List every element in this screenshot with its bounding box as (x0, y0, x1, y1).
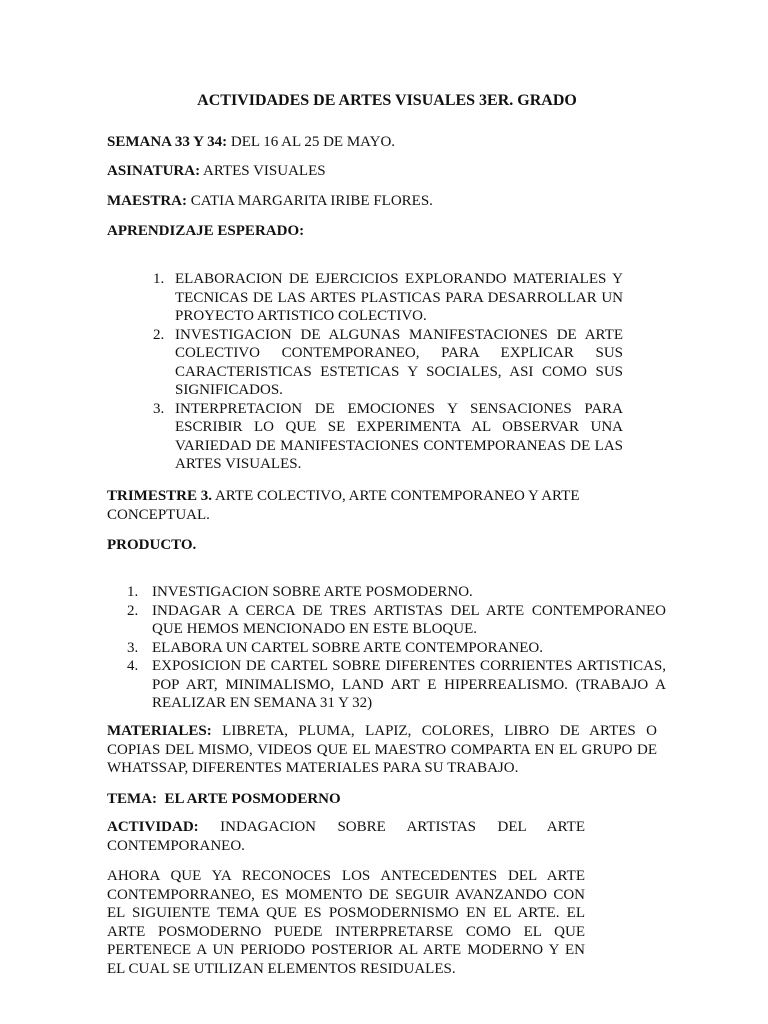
asignatura-line (107, 162, 622, 181)
list-item: 4. EXPOSICION DE CARTEL SOBRE DIFERENTES CORRIENTES ARTISTICAS, POP ART, MINIMALISMO, LAND ART E HIPERREALISMO. (TRABAJO A REALIZAR EN SEMANA 31 Y 32) (127, 658, 666, 711)
aprendizaje-heading: APRENDIZAJE ESPERADO: (107, 223, 305, 239)
list-item: 2. INDAGAR A CERCA DE TRES ARTISTAS DEL ARTE CONTEMPORANEO QUE HEMOS MENCIONADO EN ESTE BLOQUE. (127, 602, 666, 637)
asignatura-label: ASINATURA: (107, 163, 201, 179)
tema-line (107, 790, 622, 809)
semana-value: DEL 16 AL 25 DE MAYO. (230, 134, 396, 150)
list-item: 2. INVESTIGACION DE ALGUNAS MANIFESTACIONES DE ARTE COLECTIVO CONTEMPORANEO, PARA EXPLICAR SUS CARACTERISTICAS ESTETICAS Y SOCIALES, ASI COMO SUS SIGNIFICADOS. (153, 326, 623, 398)
materiales-value: LIBRETA, PLUMA, LAPIZ, COLORES, LIBRO DE ARTES O COPIAS DEL MISMO, VIDEOS QUE EL MAESTRO COMPARTA EN EL GRUPO DE WHATSSAP, DIFERENTES MATERIALES PARA SU TRABAJO. (107, 723, 658, 776)
maestra-value: CATIA MARGARITA IRIBE FLORES. (190, 193, 433, 209)
semana-line (107, 133, 622, 152)
materiales-label: MATERIALES: (107, 723, 212, 739)
trimestre-label: TRIMESTRE 3. (107, 488, 213, 504)
actividad-value: INDAGACION SOBRE ARTISTAS DEL ARTE CONTEMPORANEO. (107, 819, 586, 854)
producto-list (127, 583, 666, 713)
semana-label: SEMANA 33 Y 34: (107, 134, 228, 150)
producto-heading: PRODUCTO. (107, 537, 197, 553)
materiales-paragraph (107, 722, 657, 778)
intro-paragraph: AHORA QUE YA RECONOCES LOS ANTECEDENTES DEL ARTE CONTEMPORRANEO, ES MOMENTO DE SEGUIR AVANZANDO CON EL SIGUIENTE TEMA QUE ES POSMODERNISMO EN EL ARTE. EL ARTE POSMODERNO PUEDE INTERPRETARSE COMO EL QUE PERTENECE A UN PERIODO POSTERIOR AL ARTE MODERNO Y EN EL CUAL SE UTILIZAN ELEMENTOS RESIDUALES. (107, 868, 585, 977)
asignatura-value: ARTES VISUALES (203, 163, 326, 179)
maestra-line (107, 192, 622, 211)
list-item: 1. INVESTIGACION SOBRE ARTE POSMODERNO. (127, 584, 473, 600)
trimestre-value: ARTE COLECTIVO, ARTE CONTEMPORANEO Y ARTE CONCEPTUAL. (107, 488, 580, 523)
actividad-label: ACTIVIDAD: (107, 819, 199, 835)
aprendizaje-list (153, 270, 623, 474)
document-title: ACTIVIDADES DE ARTES VISUALES 3ER. GRADO (197, 92, 577, 109)
tema-label: TEMA: (107, 791, 157, 807)
list-item: 1. ELABORACION DE EJERCICIOS EXPLORANDO MATERIALES Y TECNICAS DE LAS ARTES PLASTICAS PARA DESARROLLAR UN PROYECTO ARTISTICO COLECTIVO. (153, 271, 623, 324)
list-item: 3. ELABORA UN CARTEL SOBRE ARTE CONTEMPORANEO. (127, 639, 543, 656)
maestra-label: MAESTRA: (107, 193, 188, 209)
tema-value: EL ARTE POSMODERNO (164, 791, 341, 807)
trimestre-line (107, 487, 587, 524)
list-item: 3. INTERPRETACION DE EMOCIONES Y SENSACIONES PARA ESCRIBIR LO QUE SE EXPERIMENTA AL OBSERVAR UNA VARIEDAD DE MANIFESTACIONES CONTEMPORANEAS DE LAS ARTES VISUALES. (153, 400, 623, 472)
actividad-paragraph (107, 818, 585, 855)
